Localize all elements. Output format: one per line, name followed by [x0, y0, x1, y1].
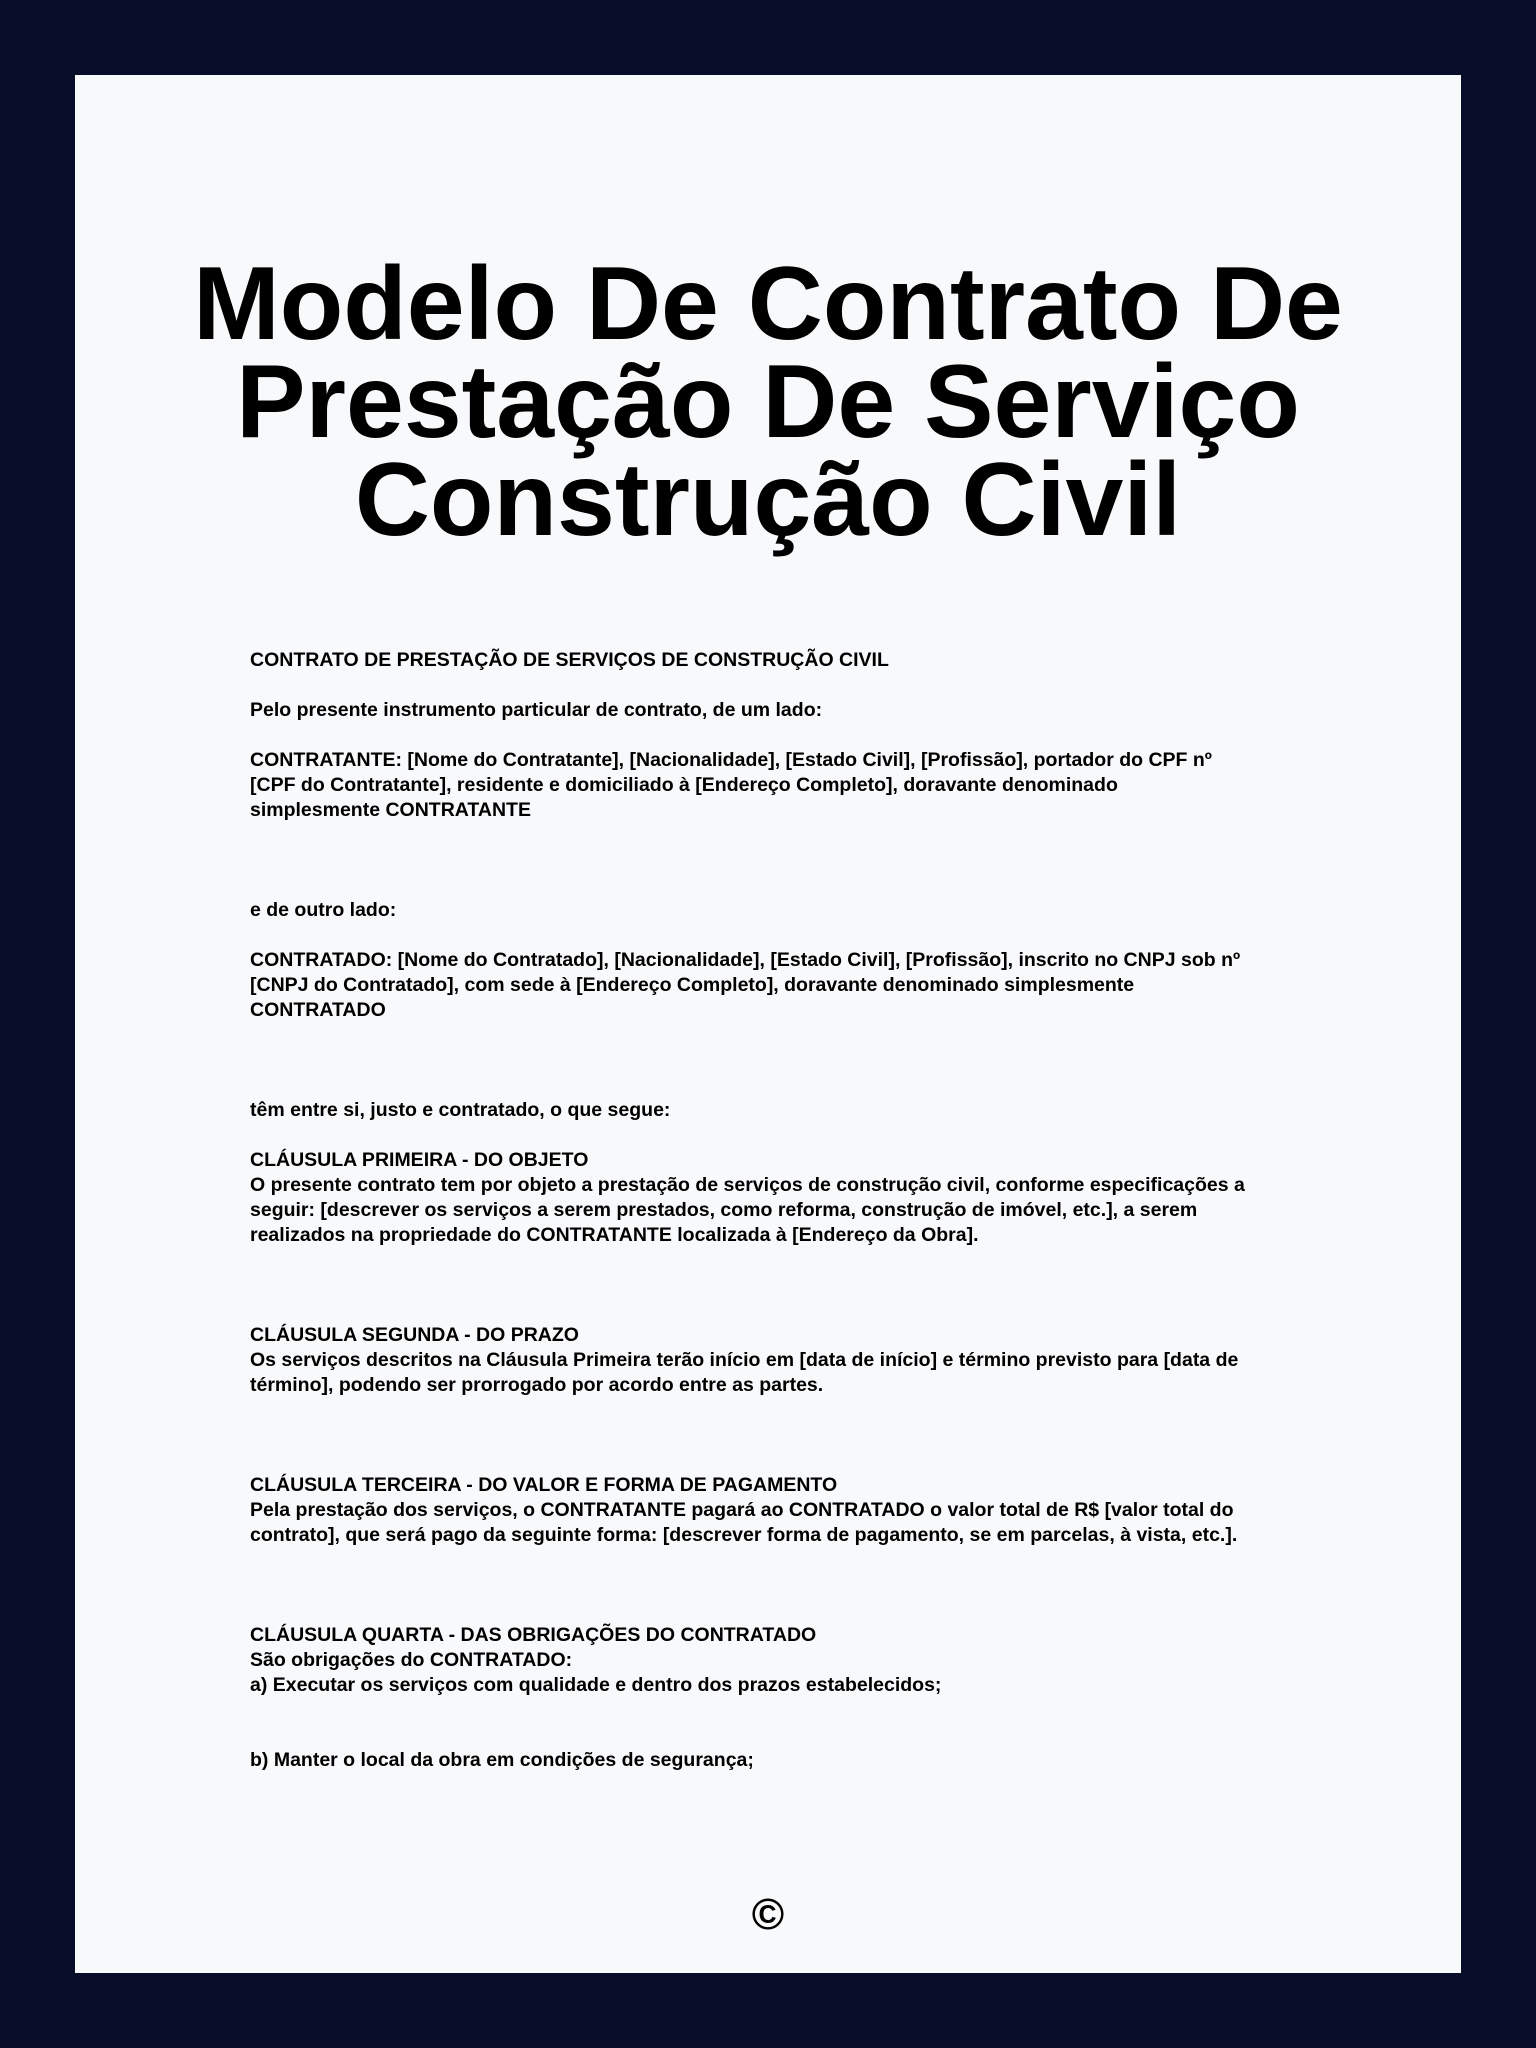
- contratante-paragraph: [250, 748, 1360, 823]
- clause-title: CLÁUSULA SEGUNDA - DO PRAZO: [250, 1324, 579, 1346]
- acordo-paragraph: têm entre si, justo e contratado, o que segue:: [250, 1099, 671, 1121]
- text-line: CONTRATADO: [250, 999, 386, 1021]
- outro-lado-paragraph: e de outro lado:: [250, 899, 397, 921]
- title-line: Modelo De Contrato De: [193, 246, 1343, 362]
- text-line: Os serviços descritos na Cláusula Primeira terão início em [data de início] e término previsto para [data de: [250, 1349, 1239, 1371]
- clause-title: CLÁUSULA QUARTA - DAS OBRIGAÇÕES DO CONTRATADO: [250, 1624, 817, 1646]
- text-line: contrato], que será pago da seguinte forma: [descrever forma de pagamento, se em parcelas, à vista, etc.].: [250, 1524, 1238, 1546]
- text-line: seguir: [descrever os serviços a serem prestados, como reforma, construção de imóvel, etc.], a serem: [250, 1199, 1198, 1221]
- document-title: [75, 246, 1461, 558]
- text-line: CONTRATADO: [Nome do Contratado], [Nacionalidade], [Estado Civil], [Profissão], inscrito no CNPJ sob nº: [250, 949, 1241, 971]
- contratado-paragraph: [250, 948, 1360, 1023]
- contract-body: [250, 648, 1360, 1773]
- intro-paragraph: Pelo presente instrumento particular de contrato, de um lado:: [250, 699, 823, 721]
- text-line: São obrigações do CONTRATADO:: [250, 1649, 573, 1671]
- clausula-terceira: [250, 1473, 1360, 1548]
- clausula-primeira: [250, 1148, 1360, 1248]
- clause-title: CLÁUSULA TERCEIRA - DO VALOR E FORMA DE PAGAMENTO: [250, 1474, 838, 1496]
- copyright-icon: ©: [751, 1890, 785, 1939]
- list-item: a) Executar os serviços com qualidade e dentro dos prazos estabelecidos;: [250, 1674, 942, 1696]
- title-line: Prestação De Serviço: [236, 344, 1300, 460]
- text-line: [CPF do Contratante], residente e domiciliado à [Endereço Completo], doravante denominado: [250, 774, 1118, 796]
- clause-title: CLÁUSULA PRIMEIRA - DO OBJETO: [250, 1149, 589, 1171]
- text-line: término], podendo ser prorrogado por acordo entre as partes.: [250, 1374, 824, 1396]
- text-line: simplesmente CONTRATANTE: [250, 799, 531, 821]
- text-line: CONTRATANTE: [Nome do Contratante], [Nacionalidade], [Estado Civil], [Profissão], portador do CPF nº: [250, 749, 1212, 771]
- contract-heading: CONTRATO DE PRESTAÇÃO DE SERVIÇOS DE CONSTRUÇÃO CIVIL: [250, 649, 889, 671]
- clausula-quarta: [250, 1623, 1360, 1773]
- title-line: Construção Civil: [354, 442, 1182, 558]
- text-line: Pela prestação dos serviços, o CONTRATANTE pagará ao CONTRATADO o valor total de R$ [valor total do: [250, 1499, 1234, 1521]
- text-line: realizados na propriedade do CONTRATANTE localizada à [Endereço da Obra].: [250, 1224, 979, 1246]
- document-page: [75, 75, 1461, 1973]
- text-line: O presente contrato tem por objeto a prestação de serviços de construção civil, conforme especificações a: [250, 1174, 1245, 1196]
- list-item: b) Manter o local da obra em condições de segurança;: [250, 1749, 754, 1771]
- text-line: [CNPJ do Contratado], com sede à [Endereço Completo], doravante denominado simplesmente: [250, 974, 1135, 996]
- clausula-segunda: [250, 1323, 1360, 1398]
